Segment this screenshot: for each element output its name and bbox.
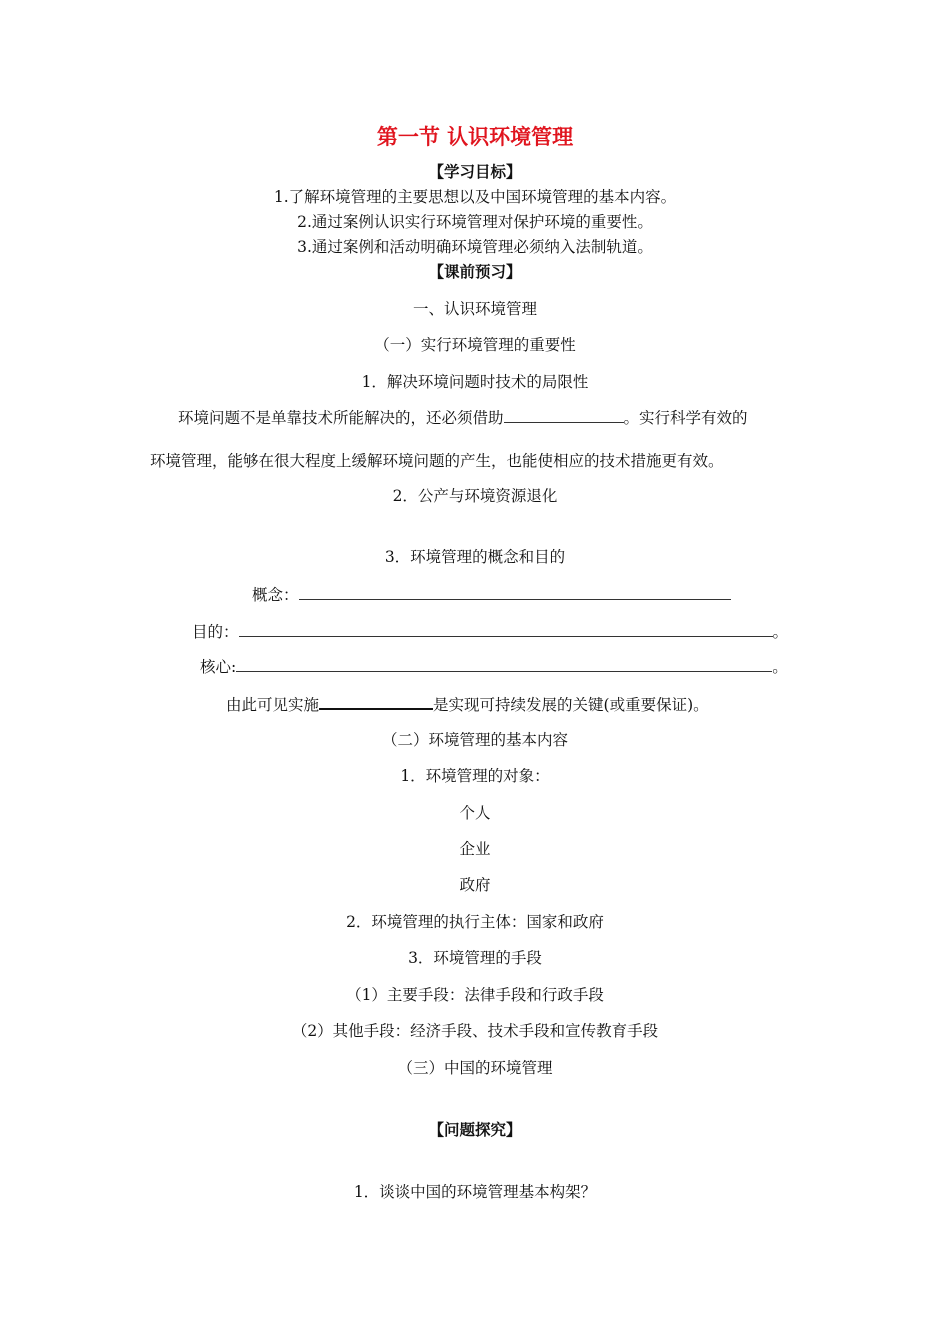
core-blank — [236, 656, 772, 672]
inquiry-heading: 【问题探究】 — [428, 1121, 522, 1139]
item-3-heading: 3．环境管理的概念和目的 — [384, 548, 566, 566]
objective-item-3: 3.通过案例和活动明确环境管理必须纳入法制轨道。 — [297, 238, 653, 256]
means-2: （2）其他手段：经济手段、技术手段和宣传教育手段 — [291, 1022, 659, 1040]
core-label: 核心: — [200, 658, 237, 676]
paragraph-1-text-b: 。实行科学有效的 — [623, 409, 748, 427]
content-item-1: 1．环境管理的对象： — [400, 767, 550, 785]
object-enterprise: 企业 — [459, 840, 491, 858]
inquiry-question-1: 1．谈谈中国的环境管理基本构架？ — [353, 1183, 597, 1201]
means-1: （1）主要手段：法律手段和行政手段 — [346, 986, 604, 1004]
conclusion-blank — [319, 693, 433, 710]
objective-item-2: 2.通过案例认识实行环境管理对保护环境的重要性。 — [297, 213, 653, 231]
paragraph-1-text-a: 环境问题不是单靠技术所能解决的，还必须借助 — [178, 409, 504, 427]
paragraph-1-line-2: 环境管理，能够在很大程度上缓解环境问题的产生，也能使相应的技术措施更有效。 — [150, 452, 724, 470]
content-item-3: 3．环境管理的手段 — [408, 949, 542, 967]
objective-item-1: 1.了解环境管理的主要思想以及中国环境管理的基本内容。 — [273, 188, 677, 206]
subsection-3-heading: （三）中国的环境管理 — [397, 1059, 553, 1077]
item-1-heading: 1．解决环境问题时技术的局限性 — [361, 373, 589, 391]
purpose-line — [192, 621, 788, 643]
object-individual: 个人 — [459, 804, 491, 822]
purpose-period: 。 — [772, 623, 789, 641]
paragraph-1-line-1 — [178, 407, 748, 429]
conclusion-line — [226, 693, 709, 716]
subsection-2-heading: （二）环境管理的基本内容 — [381, 731, 568, 749]
page-title: 第一节 认识环境管理 — [376, 125, 574, 149]
object-government: 政府 — [459, 876, 491, 894]
content-item-2: 2．环境管理的执行主体：国家和政府 — [346, 913, 604, 931]
core-line — [200, 656, 788, 678]
conclusion-text-b: 是实现可持续发展的关键(或重要保证)。 — [433, 696, 709, 714]
concept-line — [252, 584, 731, 606]
subsection-1-heading: （一）实行环境管理的重要性 — [374, 336, 576, 354]
concept-label: 概念： — [252, 586, 299, 604]
item-2-heading: 2．公产与环境资源退化 — [392, 487, 558, 505]
section-1-heading: 一、认识环境管理 — [412, 300, 537, 318]
fill-blank-1 — [504, 407, 624, 423]
objectives-heading: 【学习目标】 — [428, 163, 522, 181]
preview-heading: 【课前预习】 — [428, 263, 522, 281]
purpose-label: 目的： — [192, 623, 239, 641]
concept-blank — [299, 584, 731, 600]
purpose-blank — [239, 621, 773, 637]
core-period: 。 — [772, 658, 788, 676]
conclusion-text-a: 由此可见实施 — [226, 696, 320, 714]
